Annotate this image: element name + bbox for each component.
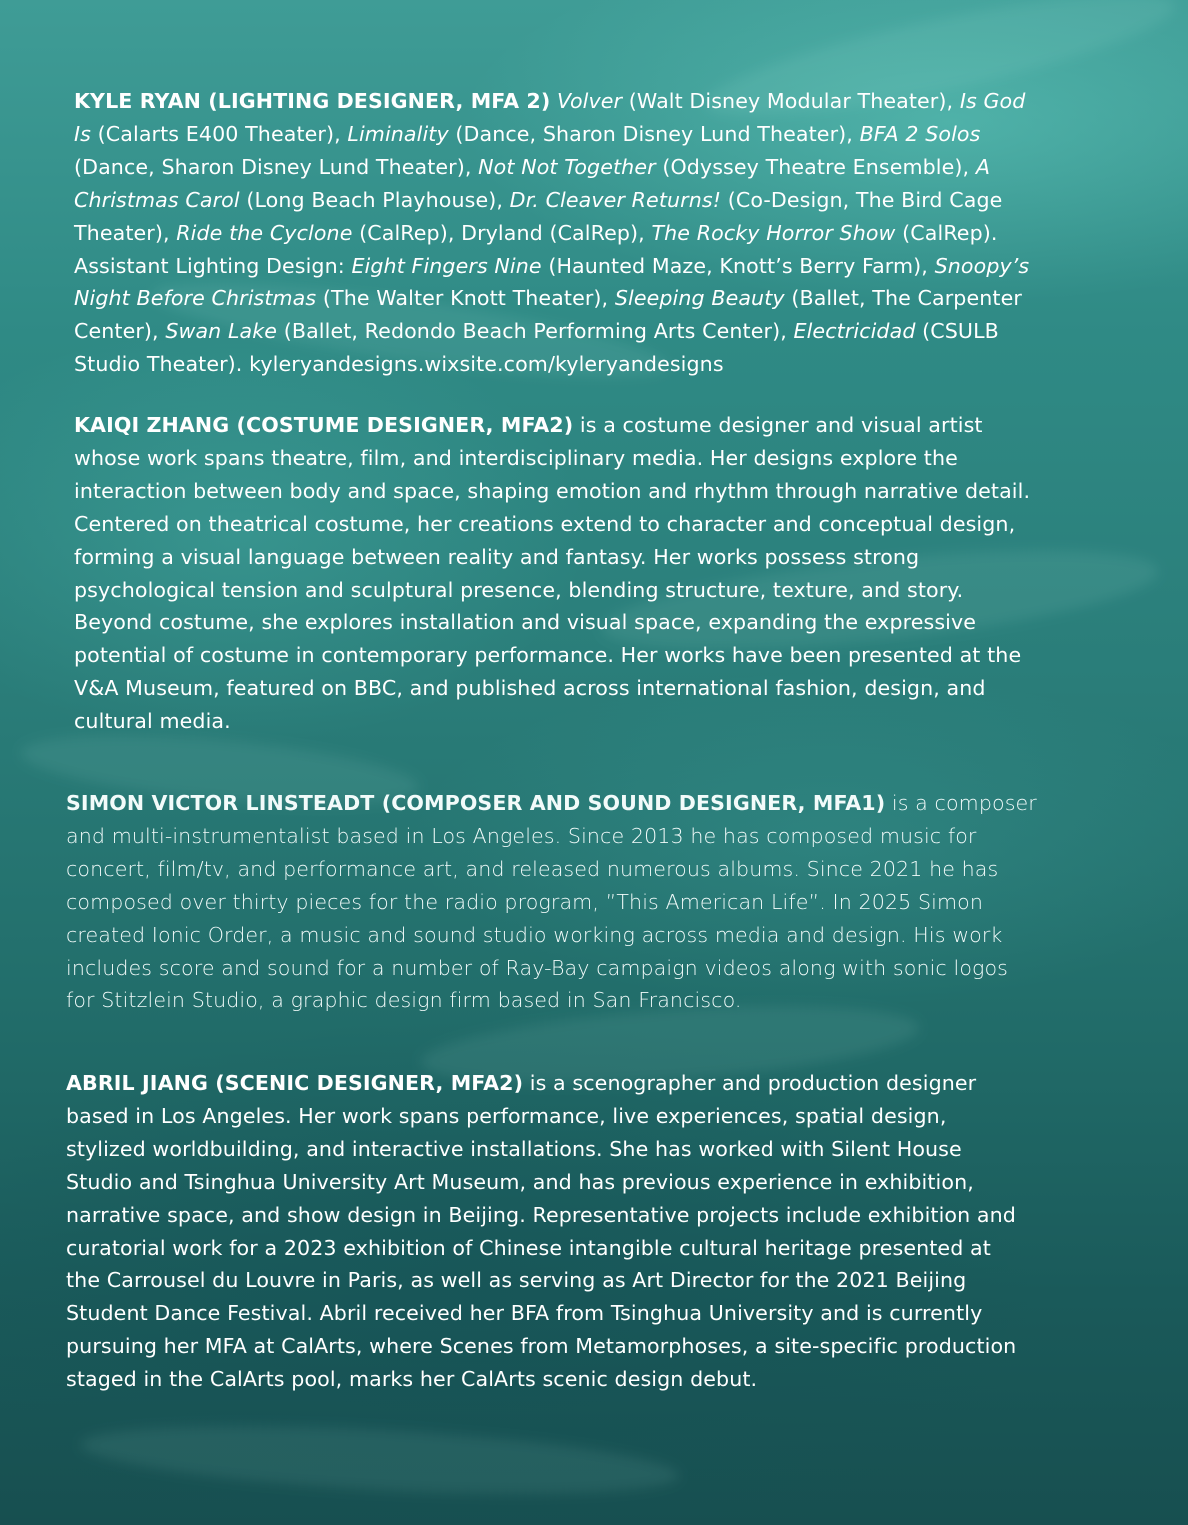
bio-line: includes score and sound for a number of Ray-Bay campaign videos along with sonic logos — [66, 955, 1009, 980]
bio-text: (Odyssey Theatre Ensemble), — [655, 154, 976, 179]
production-title: Volver — [557, 89, 623, 113]
bio-text: is a composer — [885, 791, 1037, 815]
bio-line: narrative space, and show design in Beijing. Representative projects include exhibition and — [66, 1202, 1016, 1227]
production-title: Christmas Carol — [74, 187, 240, 212]
bio-line: Student Dance Festival. Abril received her BFA from Tsinghua University and is currently — [66, 1301, 983, 1326]
bio-text: (CalRep), Dryland (CalRep), — [352, 220, 652, 245]
bio-name-heading: ABRIL JIANG (SCENIC DESIGNER, MFA2) — [66, 1071, 524, 1095]
bio-line: curatorial work for a 2023 exhibition of Chinese intangible cultural heritage presented at — [66, 1235, 991, 1260]
bio-line: based in Los Angeles. Her work spans performance, live experiences, spatial design, — [66, 1103, 947, 1128]
bio-line — [74, 184, 1029, 217]
production-title: Eight Fingers Nine — [351, 253, 542, 278]
bio-text: (Ballet, The Carpenter — [784, 286, 1022, 311]
production-title: A — [975, 154, 991, 179]
bio-line: composed over thirty pieces for the radio program, ”This American Life”. In 2025 Simon — [66, 889, 983, 914]
bio-text: is a scenographer and production designer — [523, 1071, 977, 1095]
bio-text: (CalRep). — [895, 220, 998, 245]
bio-simon-linsteadt — [66, 787, 1037, 1017]
bio-kyle-ryan — [74, 85, 1029, 381]
bio-line: Beyond costume, she explores installation and visual space, expanding the expressive — [74, 610, 977, 635]
bio-line: stylized worldbuilding, and interactive installations. She has worked with Silent House — [66, 1136, 962, 1161]
bio-line: Centered on theatrical costume, her creations extend to character and conceptual design, — [74, 511, 1016, 536]
bio-text: (The Walter Knott Theater), — [316, 286, 615, 311]
bio-line: for Stitzlein Studio, a graphic design firm based in San Francisco. — [66, 988, 742, 1013]
bio-line: forming a visual language between reality and fantasy. Her works possess strong — [74, 544, 920, 569]
production-title: The Rocky Horror Show — [651, 220, 896, 245]
bio-line — [74, 409, 1030, 442]
bio-line: the Carrousel du Louvre in Paris, as well as serving as Art Director for the 2021 Beijing — [66, 1268, 967, 1293]
bio-text: (Dance, Sharon Disney Lund Theater), — [74, 154, 479, 179]
production-title: Sleeping Beauty — [614, 286, 785, 311]
bio-name-heading: KYLE RYAN (LIGHTING DESIGNER, MFA 2) — [74, 89, 551, 113]
bio-line — [66, 1067, 1016, 1100]
bio-name-heading: SIMON VICTOR LINSTEADT (COMPOSER AND SOUND DESIGNER, MFA1) — [66, 791, 886, 815]
bio-kaiqi-zhang — [74, 409, 1030, 738]
bio-line: interaction between body and space, shaping emotion and rhythm through narrative detail. — [74, 478, 1031, 503]
bio-line: whose work spans theatre, film, and interdisciplinary media. Her designs explore the — [74, 445, 958, 470]
bio-text: Center), — [74, 319, 166, 344]
bio-text: Theater), — [74, 220, 177, 245]
bio-text: Assistant Lighting Design: — [74, 253, 352, 278]
ripple-highlight — [79, 1414, 681, 1505]
bio-text: (Calarts E400 Theater), — [91, 121, 348, 146]
production-title: Not Not Together — [478, 154, 656, 179]
production-title: Night Before Christmas — [74, 286, 317, 311]
production-title: Swan Lake — [165, 319, 278, 344]
bio-line: pursuing her MFA at CalArts, where Scenes from Metamorphoses, a site-specific production — [66, 1334, 1017, 1359]
bio-line — [74, 315, 1029, 348]
bio-text: Studio Theater). kyleryandesigns.wixsite.com/kyleryandesigns — [74, 352, 724, 377]
bio-line — [74, 282, 1029, 315]
bio-text: (Walt Disney Modular Theater), — [622, 89, 960, 113]
bio-line — [74, 348, 1029, 381]
bio-line: staged in the CalArts pool, marks her CalArts scenic design debut. — [66, 1367, 758, 1392]
bio-line: concert, film/tv, and performance art, and released numerous albums. Since 2021 he has — [66, 856, 999, 881]
production-title: Is — [74, 121, 92, 146]
bio-abril-jiang — [66, 1067, 1016, 1396]
production-title: Is God — [959, 89, 1026, 113]
bio-text: is a costume designer and visual artist — [573, 413, 983, 437]
bio-line — [74, 85, 1029, 118]
bio-line — [74, 217, 1029, 250]
bio-line: potential of costume in contemporary performance. Her works have been presented at the — [74, 643, 1022, 668]
bio-line — [66, 787, 1037, 820]
bio-line: and multi-instrumentalist based in Los Angeles. Since 2013 he has composed music for — [66, 823, 977, 848]
bio-text: (Haunted Maze, Knott’s Berry Farm), — [541, 253, 935, 278]
bio-line — [74, 118, 1029, 151]
bio-text: (Dance, Sharon Disney Lund Theater), — [448, 121, 860, 146]
bio-text — [550, 89, 557, 113]
bio-text: (CSULB — [915, 319, 999, 344]
bio-line — [74, 151, 1029, 184]
production-title: Snoopy’s — [934, 253, 1030, 278]
bio-line — [74, 250, 1029, 283]
production-title: BFA 2 Solos — [859, 121, 981, 146]
bio-text: (Co-Design, The Bird Cage — [721, 187, 1003, 212]
production-title: Ride the Cyclone — [176, 220, 353, 245]
bio-text: (Long Beach Playhouse), — [239, 187, 510, 212]
production-title: Dr. Cleaver Returns! — [509, 187, 722, 212]
bio-text: (Ballet, Redondo Beach Performing Arts Center), — [277, 319, 794, 344]
bio-line: V&A Museum, featured on BBC, and published across international fashion, design, and — [74, 676, 986, 701]
production-title: Liminality — [347, 121, 449, 146]
bio-line: cultural media. — [74, 709, 231, 734]
bio-name-heading: KAIQI ZHANG (COSTUME DESIGNER, MFA2) — [74, 413, 574, 437]
production-title: Electricidad — [793, 319, 916, 344]
bio-line: created Ionic Order, a music and sound studio working across media and design. His work — [66, 922, 1003, 947]
bio-line: Studio and Tsinghua University Art Museum, and has previous experience in exhibition, — [66, 1169, 974, 1194]
bio-line: psychological tension and sculptural presence, blending structure, texture, and story. — [74, 577, 964, 602]
